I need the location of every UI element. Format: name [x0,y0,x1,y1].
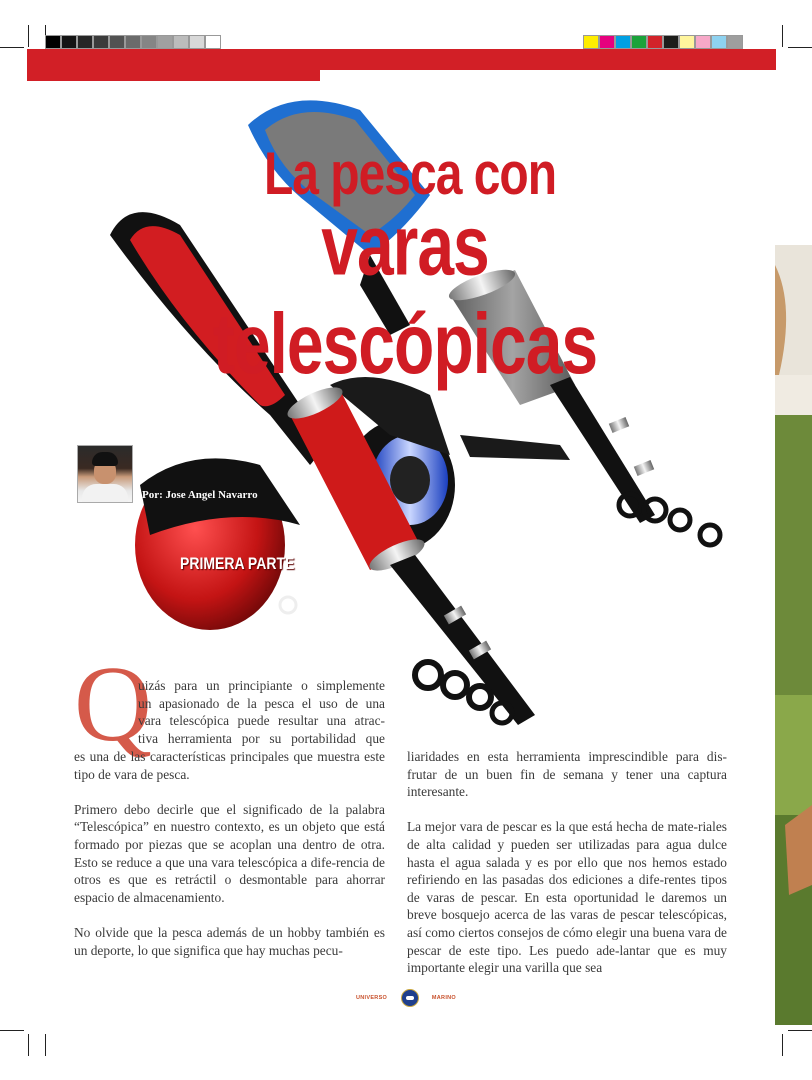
author-avatar [77,445,133,503]
color-swatch [93,35,109,49]
color-swatch [77,35,93,49]
crop-mark [28,1034,29,1056]
color-swatch [631,35,647,49]
footer-brand-left: UNIVERSO [356,995,388,1001]
color-swatch [141,35,157,49]
color-swatch [189,35,205,49]
crop-mark [0,47,24,48]
paragraph: liaridades en esta herramienta imprescindible para dis-frutar de un buen fin de semana y tener una captura interesante. [407,749,727,800]
color-swatch [695,35,711,49]
color-swatch [583,35,599,49]
color-swatch [679,35,695,49]
crop-mark [788,1030,812,1031]
lead-line: vara telescópica puede resultar una atrac- [138,713,385,729]
lead-line: tiva herramienta por su portabilidad que [138,730,385,746]
article-title-line-1: La pesca con [263,141,557,208]
grayscale-color-bar [45,35,221,49]
color-swatch [45,35,61,49]
color-swatch [663,35,679,49]
color-swatch [205,35,221,49]
crop-mark [788,47,812,48]
crop-mark [782,25,783,47]
crop-mark [0,1030,24,1031]
paragraph: Primero debo decirle que el significado de la palabra “Telescópica” en nuestro contexto, es un objeto que está formado por piezas que se acoplan una dentro de otra. Esto se reduce a que una vara telescópica a dife-rencia de otros es que es retráctil o desmontable para ahorrar espacio de almacenamiento. [74,801,385,905]
universo-marino-logo-icon [401,989,419,1007]
author-byline: Por: Jose Angel Navarro [142,489,258,501]
color-swatch [109,35,125,49]
article-column-2 [407,748,727,994]
color-swatch [173,35,189,49]
color-swatch [599,35,615,49]
color-swatch [711,35,727,49]
article-column-1 [74,748,385,977]
crop-mark [45,1034,46,1056]
header-red-band-tab [27,70,320,81]
color-swatch [157,35,173,49]
crop-mark [782,1034,783,1056]
article-title-line-2: varas telescópicas [212,196,598,392]
footer-brand-right: MARINO [431,995,456,1001]
paragraph: La mejor vara de pescar es la que está hecha de mate-riales de alta calidad y pueden ser utilizadas para agua dulce hasta el agua salada y es por ello que nos hemos estado refiriendo en las pasadas dos ediciones a dife-rentes tipos de varas de pescar. En esta oportunidad le daremos un breve bosquejo acerca de las varas de pescar telescópicas, así como ciertos consejos de cómo elegir una buena vara de pescar de este tipo. Les puedo ade-lantar que es muy importante elegir una varilla que sea [407,819,727,976]
color-swatch [61,35,77,49]
header-red-band [27,49,776,70]
lead-line: uizás para un principiante o simplemente [138,678,385,693]
part-label: PRIMERA PARTE [180,553,295,573]
color-swatch [125,35,141,49]
drop-cap: Q [74,645,152,764]
color-swatch [727,35,743,49]
page-footer [356,990,456,1006]
color-swatch [647,35,663,49]
color-swatch [615,35,631,49]
paragraph: No olvide que la pesca además de un hobby también es un deporte, lo que significa que hay muchas pecu- [74,924,385,958]
paragraph: es una de las características principales que muestra este tipo de vara de pesca. [74,749,385,782]
lead-line: un apasionado de la pesca el uso de una [138,695,385,711]
adjacent-page-photo [775,245,812,1025]
process-color-bar [583,35,743,49]
article-lead-indented [138,677,385,747]
crop-mark [28,25,29,47]
